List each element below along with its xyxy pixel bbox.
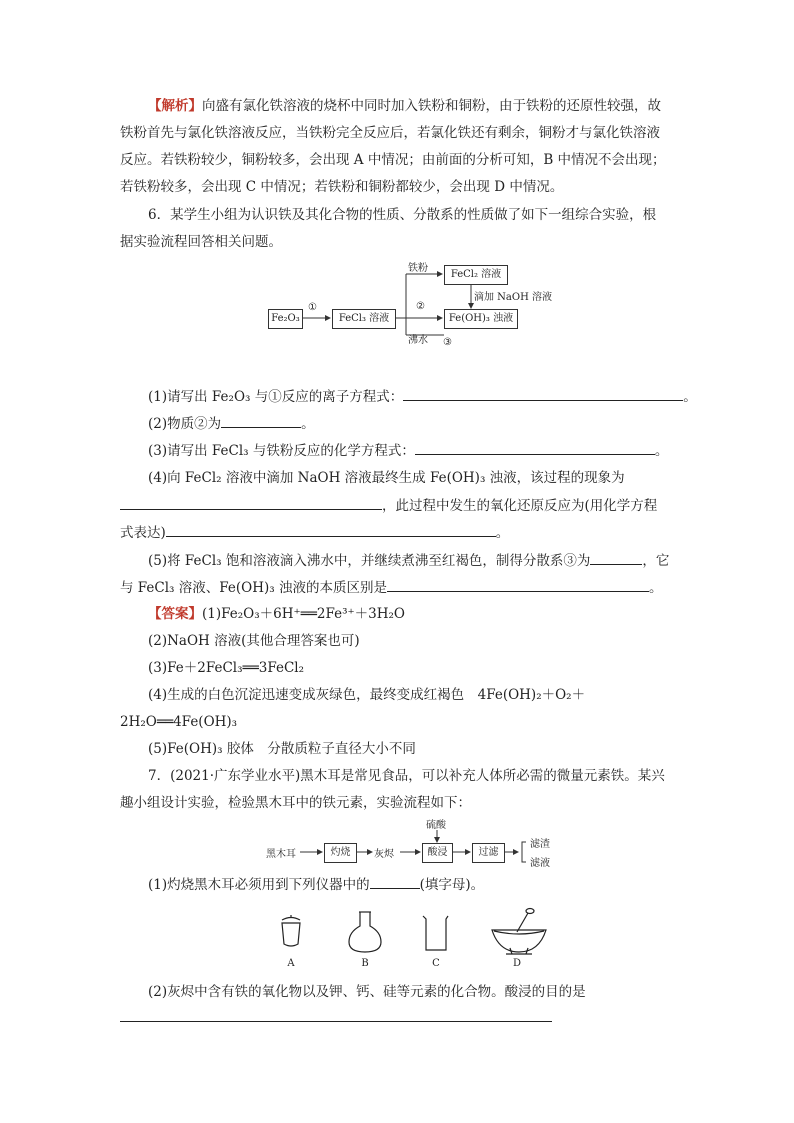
answer-line-3: (3)Fe＋2FeCl₃══3FeCl₂ (148, 660, 305, 676)
apparatus-label-c: C (432, 958, 440, 969)
q6-part-4-line-1: (4)向 FeCl₂ 溶液中滴加 NaOH 溶液最终生成 Fe(OH)₃ 浊液，该过程的现象为 (148, 470, 625, 486)
q7-flow-diagram (266, 814, 586, 870)
fe2o3-box: Fe₂O₃ (268, 309, 303, 329)
q7-part-2: (2)灰烬中含有铁的氧化物以及钾、钙、硅等元素的化合物。酸浸的目的是 (148, 984, 586, 1000)
q6-flow-diagram (266, 257, 566, 357)
boiling-water-label: 沸水 (408, 335, 428, 346)
answer-blank (370, 874, 420, 889)
mortar-pestle-icon (492, 909, 546, 955)
filtrate-label: 滤液 (530, 858, 550, 869)
answer-blank (590, 550, 642, 565)
answer-blank (120, 495, 382, 510)
fecl3-box: FeCl₃ 溶液 (332, 309, 396, 329)
beaker-icon (423, 916, 448, 950)
black-fungus-label: 黑木耳 (266, 849, 296, 860)
ash-label: 灰烬 (374, 849, 394, 860)
analysis-line-3: 反应。若铁粉较少，铜粉较多，会出现 A 中情况；由前面的分析可知，B 中情况不会出现； (120, 152, 666, 168)
burn-box: 灼烧 (324, 843, 357, 863)
residue-label: 滤渣 (530, 839, 550, 850)
q7-stem-line-1: 7．(2021·广东学业水平)黑木耳是常见食品，可以补充人体所必需的微量元素铁。某兴 (148, 768, 665, 784)
q6-part-4-line-2: ，此过程中发生的氧化还原反应为(用化学方程 (120, 495, 657, 516)
crucible-icon (282, 915, 300, 946)
q6-part-5-line-1: (5)将 FeCl₃ 饱和溶液滴入沸水中，并继续煮沸至红褐色，制得分散系③为 ，它 (148, 550, 669, 571)
answer-blank (415, 440, 655, 455)
answer-line-1: 【答案】(1)Fe₂O₃＋6H⁺══2Fe³⁺＋3H₂O (148, 606, 405, 622)
analysis-line-1: 【解析】向盛有氯化铁溶液的烧杯中同时加入铁粉和铜粉，由于铁粉的还原性较强，故 (148, 98, 661, 114)
add-naoh-label: 滴加 NaOH 溶液 (474, 292, 552, 303)
q6-part-4-line-3: 式表达) 。 (120, 522, 509, 543)
iron-powder-label: 铁粉 (408, 263, 428, 274)
answer-blank (387, 577, 649, 592)
answer-line-6: (5)Fe(OH)₃ 胶体 分散质粒子直径大小不同 (148, 741, 416, 757)
q6-part-3: (3)请写出 FeCl₃ 与铁粉反应的化学方程式： 。 (148, 440, 668, 461)
answer-line-4: (4)生成的白色沉淀迅速变成灰绿色，最终变成红褐色 4Fe(OH)₂＋O₂＋ (148, 687, 586, 703)
answer-blank (221, 413, 301, 428)
flask-icon (349, 912, 381, 952)
analysis-line-2: 铁粉首先与氯化铁溶液反应，当铁粉完全反应后，若氯化铁还有剩余，铜粉才与氯化铁溶液 (120, 125, 660, 141)
answer-blank (403, 386, 683, 401)
answer-blank (166, 522, 496, 537)
answer-line-2: (2)NaOH 溶液(其他合理答案也可) (148, 633, 360, 649)
answer-blank (120, 1021, 552, 1022)
analysis-line-4: 若铁粉较多，会出现 C 中情况；若铁粉和铜粉都较少，会出现 D 中情况。 (120, 179, 564, 195)
filter-box: 过滤 (472, 843, 505, 863)
q6-stem-line-1: 6．某学生小组为认识铁及其化合物的性质、分散系的性质做了如下一组综合实验，根 (148, 207, 657, 223)
fecl2-box: FeCl₂ 溶液 (444, 265, 508, 285)
apparatus-label-d: D (512, 958, 522, 969)
apparatus-label-b: B (361, 958, 369, 969)
q6-stem-line-2: 据实验流程回答相关问题。 (120, 234, 282, 250)
step-3-label: ③ (443, 337, 452, 348)
q6-part-5-line-2: 与 FeCl₃ 溶液、Fe(OH)₃ 浊液的本质区别是 。 (120, 577, 662, 598)
step-2-label: ② (416, 301, 425, 312)
step-1-label: ① (308, 302, 317, 313)
q6-part-2: (2)物质②为 。 (148, 413, 315, 434)
apparatus-row (270, 904, 560, 974)
answer-tag: 【答案】 (148, 606, 202, 622)
apparatus-label-a: A (287, 958, 295, 969)
q6-part-1: (1)请写出 Fe₂O₃ 与①反应的离子方程式： 。 (148, 386, 697, 407)
q7-stem-line-2: 趣小组设计实验，检验黑木耳中的铁元素，实验流程如下： (120, 795, 471, 811)
sulfuric-acid-label: 硫酸 (426, 820, 446, 831)
acid-leach-box: 酸浸 (422, 843, 453, 863)
analysis-tag: 【解析】 (148, 98, 202, 114)
feoh3-box: Fe(OH)₃ 浊液 (444, 309, 518, 329)
answer-line-5: 2H₂O══4Fe(OH)₃ (120, 714, 238, 730)
q7-part-1: (1)灼烧黑木耳必须用到下列仪器中的 (填字母)。 (148, 874, 484, 895)
